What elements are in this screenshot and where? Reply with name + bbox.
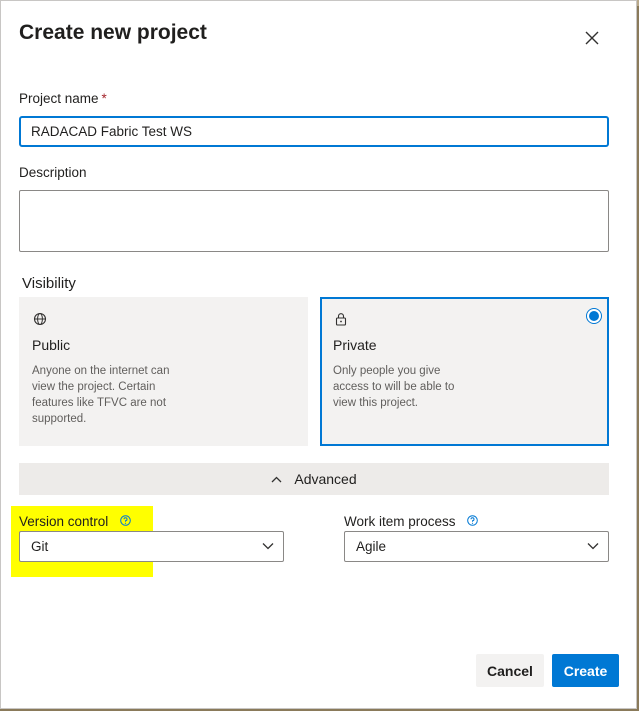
visibility-option-description: Only people you give access to will be able to view this project. — [333, 365, 455, 409]
version-control-value: Git — [31, 539, 49, 554]
visibility-label: Visibility — [22, 275, 76, 292]
visibility-option-name: Public — [32, 337, 71, 353]
cancel-button[interactable]: Cancel — [476, 654, 544, 687]
help-icon[interactable] — [467, 515, 478, 526]
work-item-process-select[interactable] — [344, 531, 609, 562]
description-input[interactable] — [19, 190, 609, 252]
help-icon[interactable] — [120, 515, 131, 526]
visibility-option-private[interactable] — [320, 297, 609, 446]
advanced-toggle[interactable] — [19, 463, 609, 495]
project-name-label — [19, 91, 107, 106]
project-name-label-text: Project name — [19, 91, 99, 106]
chevron-down-icon — [262, 542, 274, 550]
visibility-option-name: Private — [333, 337, 377, 353]
chevron-down-icon — [587, 542, 599, 550]
globe-icon — [33, 312, 47, 326]
visibility-option-public[interactable] — [19, 297, 308, 446]
project-name-input[interactable] — [19, 116, 609, 147]
create-button[interactable]: Create — [552, 654, 619, 687]
work-item-process-label: Work item process — [344, 514, 456, 529]
chevron-up-icon — [271, 476, 282, 483]
work-item-process-value: Agile — [356, 539, 387, 554]
radio-dot — [589, 311, 599, 321]
lock-icon — [334, 312, 348, 326]
close-icon — [585, 31, 599, 45]
dialog-title: Create new project — [19, 21, 207, 44]
advanced-label: Advanced — [294, 471, 357, 487]
description-label: Description — [19, 165, 87, 180]
required-marker: * — [101, 91, 107, 106]
version-control-label: Version control — [19, 514, 109, 529]
visibility-option-description: Anyone on the internet can view the project. Certain features like TFVC are not supported. — [32, 365, 170, 425]
close-button[interactable] — [579, 25, 605, 51]
version-control-select[interactable] — [19, 531, 284, 562]
visibility-radio-selected[interactable] — [586, 308, 602, 324]
